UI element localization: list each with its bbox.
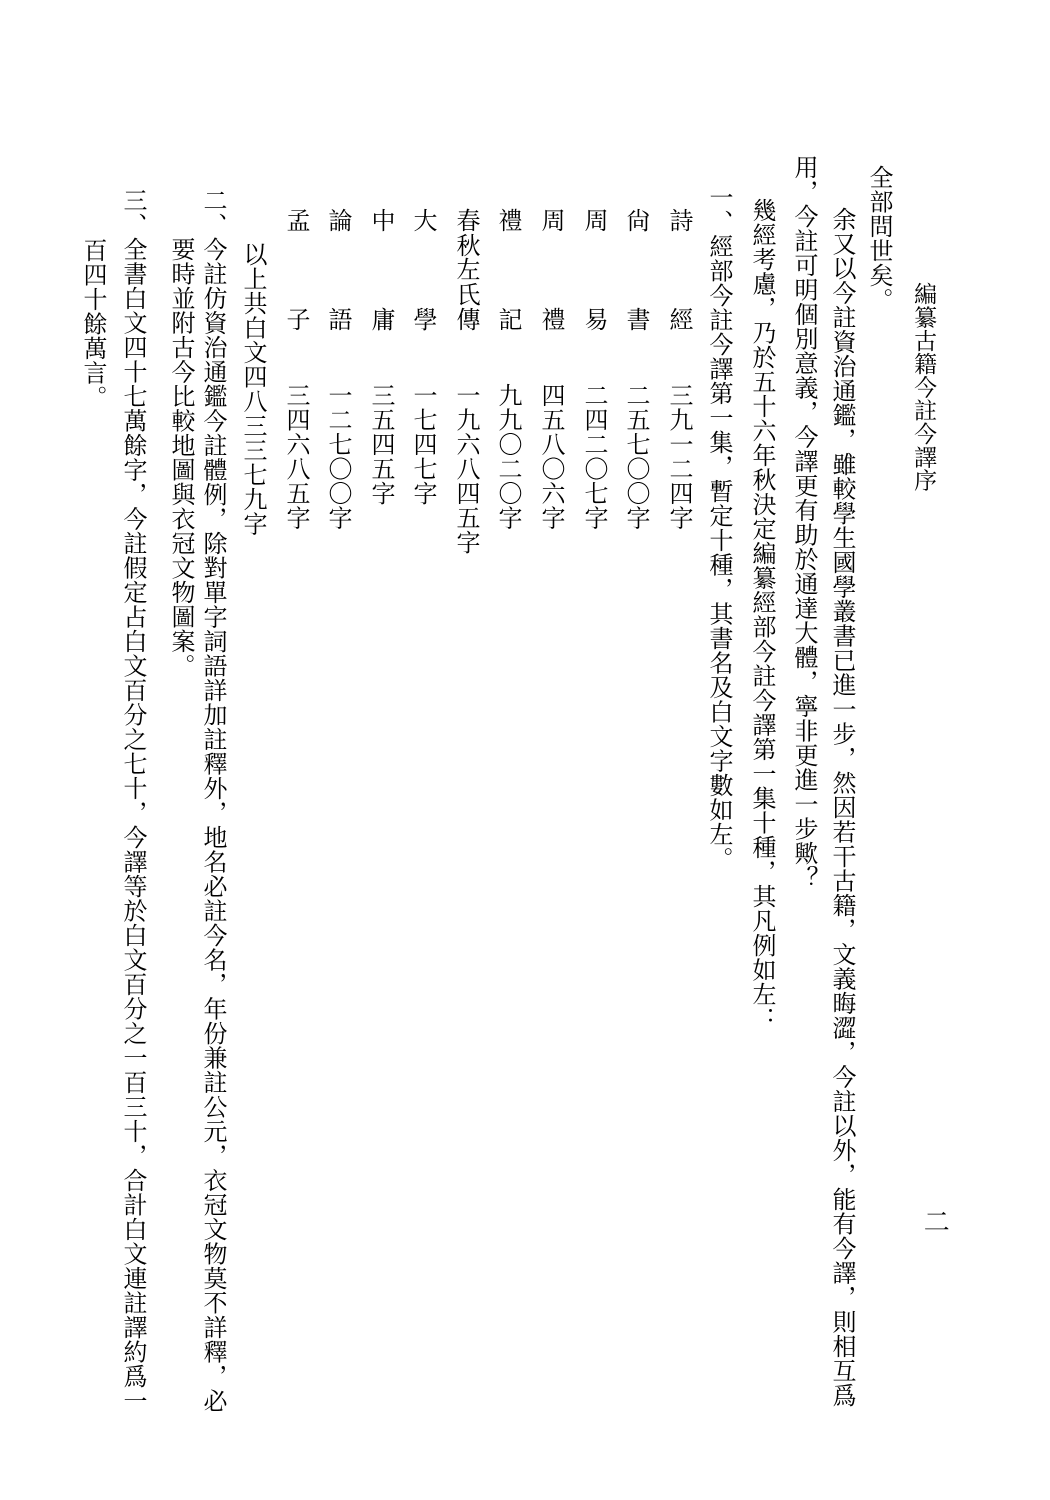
text-column-item3-b: 百四十餘萬言。 [79,238,105,410]
book-title: 孟 子 [282,208,308,331]
book-entry [477,208,519,1445]
book-entry [264,208,307,1445]
book-entry [307,208,349,1445]
book-title: 春 秋 左 氏 傳 [452,208,478,331]
page-number: 二 [920,1208,950,1234]
book-title: 論 語 [324,208,350,331]
book-entry [647,208,690,1445]
book-charcount: 四五八〇六字 [537,383,563,530]
book-charcount: 三九一二四字 [665,383,691,530]
book-title: 周 易 [580,208,606,331]
book-charcount: 二五七〇〇字 [622,383,648,530]
running-title: 編纂古籍今註今譯序 [911,282,937,492]
book-charcount: 一七四七字 [409,383,435,506]
book-title: 詩 經 [665,208,691,331]
book-title: 尙 書 [622,208,648,331]
book-charcount: 九九〇二〇字 [494,383,520,530]
text-column-para1-a: 余又以今註資治通鑑，雖較學生國學叢書已進一步，然因若干古籍，文義晦澀，今註以外，能有今譯，則相互爲 [828,207,854,1408]
text-column-item2-b: 要時並附古今比較地圖與衣冠文物圖案。 [167,237,193,678]
book-entry [392,208,434,1445]
book-charcount: 一九六八四五字 [452,383,478,555]
body-text [64,155,890,1445]
book-entry [434,208,477,1445]
book-title: 禮 記 [494,208,520,331]
book-entry [605,208,647,1445]
book-charcount: 一二七〇〇字 [324,383,350,530]
text-column-item2-a: 二、今註仿資治通鑑今註體例，除對單字詞語詳加註釋外，地名必註今名，年份兼註公元，衣冠文物莫不詳釋，必 [199,188,225,1413]
book-charcount: 三五四五字 [367,383,393,506]
text-column-item3-a: 三、全書白文四十七萬餘字，今註假定占白文百分之七十，今譯等於白文百分之一百三十，合計白文連註譯約爲一 [119,188,145,1413]
book-entry [519,208,562,1445]
text-column-item1-total: 以上共白文四八三三七九字 [239,242,265,536]
text-column-para2: 幾經考慮，乃於五十六年秋決定編纂經部今註今譯第一集十種，其凡例如左： [748,198,774,1031]
book-title: 大 學 [409,208,435,331]
text-column-item1: 一、經部今註今譯第一集，暫定十種，其書名及白文字數如左。 [705,185,731,871]
text-column-para1-b: 用，今註可明個別意義，今譯更有助於通達大體，寧非更進一步歟？ [790,155,816,890]
book-entry [349,208,392,1445]
book-title: 中 庸 [367,208,393,331]
book-charcount: 二四二〇七字 [580,383,606,530]
book-entry [562,208,605,1445]
book-charcount: 三四六八五字 [282,383,308,530]
text-column-opening: 全部問世矣。 [865,165,891,312]
book-title: 周 禮 [537,208,563,331]
